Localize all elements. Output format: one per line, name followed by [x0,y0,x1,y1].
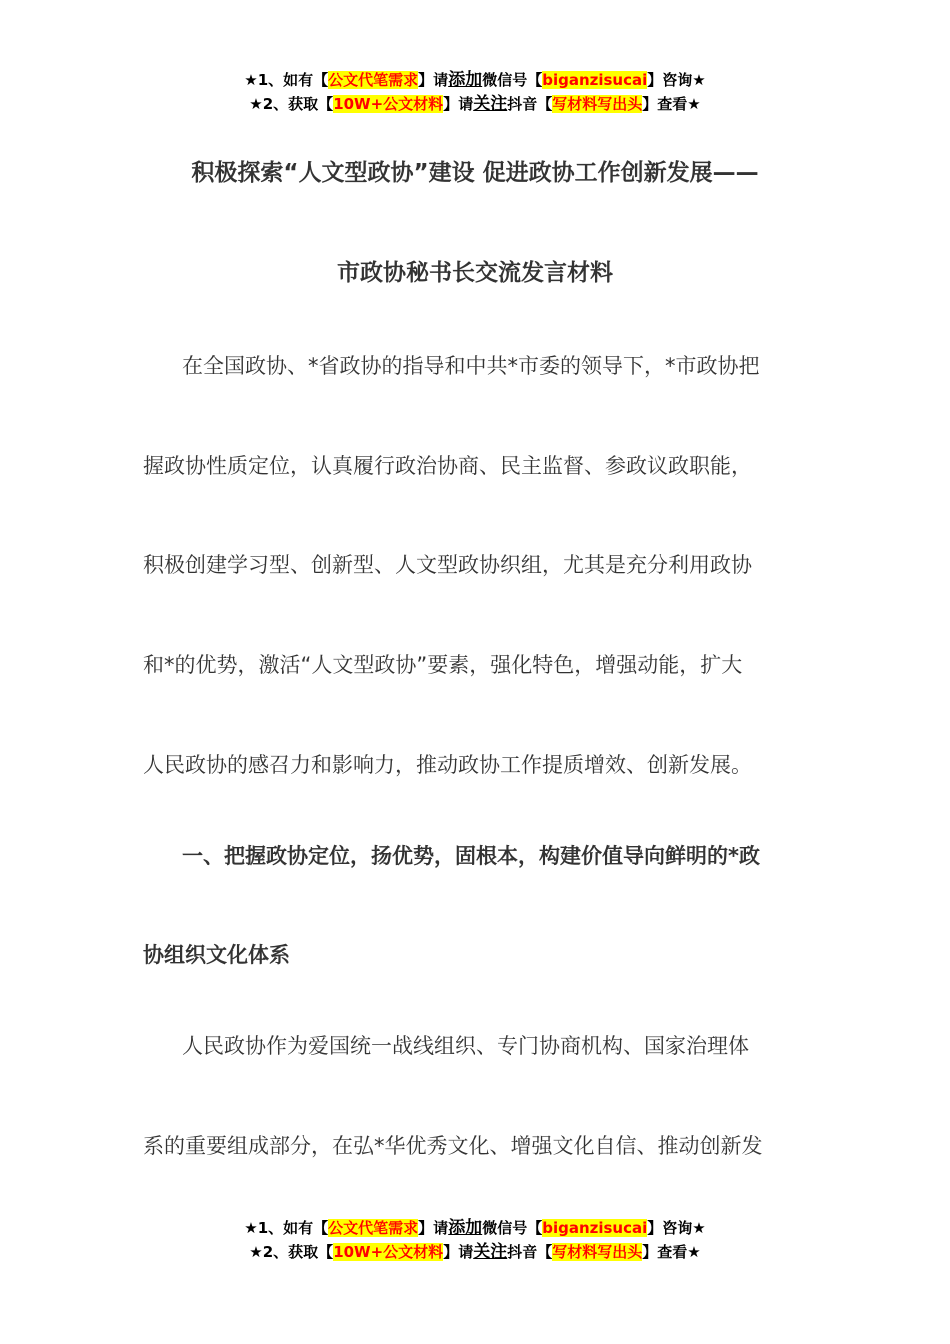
banner-emphasis: 添加 [448,1218,483,1238]
banner-text: 】请 [418,71,449,89]
banner-douyin-id: 写材料写出头 [552,95,643,113]
banner-text: 抖音【 [507,1243,553,1261]
document-subtitle: 市政协秘书长交流发言材料 [337,260,613,286]
banner-text: ★2、获取【 [249,95,334,113]
footer-banner [0,1216,950,1264]
section-heading: 一、把握政协定位，扬优势，固根本，构建价值导向鲜明的*政 [182,844,760,868]
banner-douyin-id: 写材料写出头 [552,1243,643,1261]
paragraph-line: 在全国政协、*省政协的指导和中共*市委的领导下，*市政协把 [182,354,760,378]
paragraph-line: 人民政协作为爱国统一战线组织、专门协商机构、国家治理体 [182,1034,749,1058]
banner-emphasis: 关注 [473,94,508,114]
banner-text: 】咨询★ [647,1219,706,1237]
paragraph-line: 握政协性质定位，认真履行政治协商、民主监督、参政议政职能， [143,454,752,478]
banner-highlight: 10W+公文材料 [333,1243,444,1261]
header-banner [0,68,950,116]
banner-text: 微信号【 [482,71,543,89]
banner-text: ★1、如有【 [244,71,329,89]
banner-text: 】查看★ [642,95,701,113]
banner-line-1 [0,1216,950,1240]
banner-highlight: 公文代笔需求 [328,1219,419,1237]
banner-text: ★2、获取【 [249,1243,334,1261]
banner-wechat-id: biganzisucai [542,71,648,89]
banner-line-2 [0,92,950,116]
banner-text: 微信号【 [482,1219,543,1237]
banner-emphasis: 关注 [473,1242,508,1262]
paragraph-line: 系的重要组成部分，在弘*华优秀文化、增强文化自信、推动创新发 [143,1134,763,1158]
banner-text: 】查看★ [642,1243,701,1261]
section-heading: 协组织文化体系 [143,943,290,967]
banner-highlight: 10W+公文材料 [333,95,444,113]
banner-line-2 [0,1240,950,1264]
banner-wechat-id: biganzisucai [542,1219,648,1237]
banner-text: 抖音【 [507,95,553,113]
banner-line-1 [0,68,950,92]
banner-text: 】咨询★ [647,71,706,89]
document-title: 积极探索“人文型政协”建设 促进政协工作创新发展—— [191,160,759,186]
banner-text: 】请 [418,1219,449,1237]
banner-emphasis: 添加 [448,70,483,90]
banner-text: ★1、如有【 [244,1219,329,1237]
banner-highlight: 公文代笔需求 [328,71,419,89]
paragraph-line: 和*的优势，激活“人文型政协”要素，强化特色，增强动能，扩大 [143,653,743,677]
banner-text: 】请 [443,1243,474,1261]
paragraph-line: 积极创建学习型、创新型、人文型政协织组，尤其是充分利用政协 [143,553,752,577]
paragraph-line: 人民政协的感召力和影响力，推动政协工作提质增效、创新发展。 [143,753,752,777]
banner-text: 】请 [443,95,474,113]
